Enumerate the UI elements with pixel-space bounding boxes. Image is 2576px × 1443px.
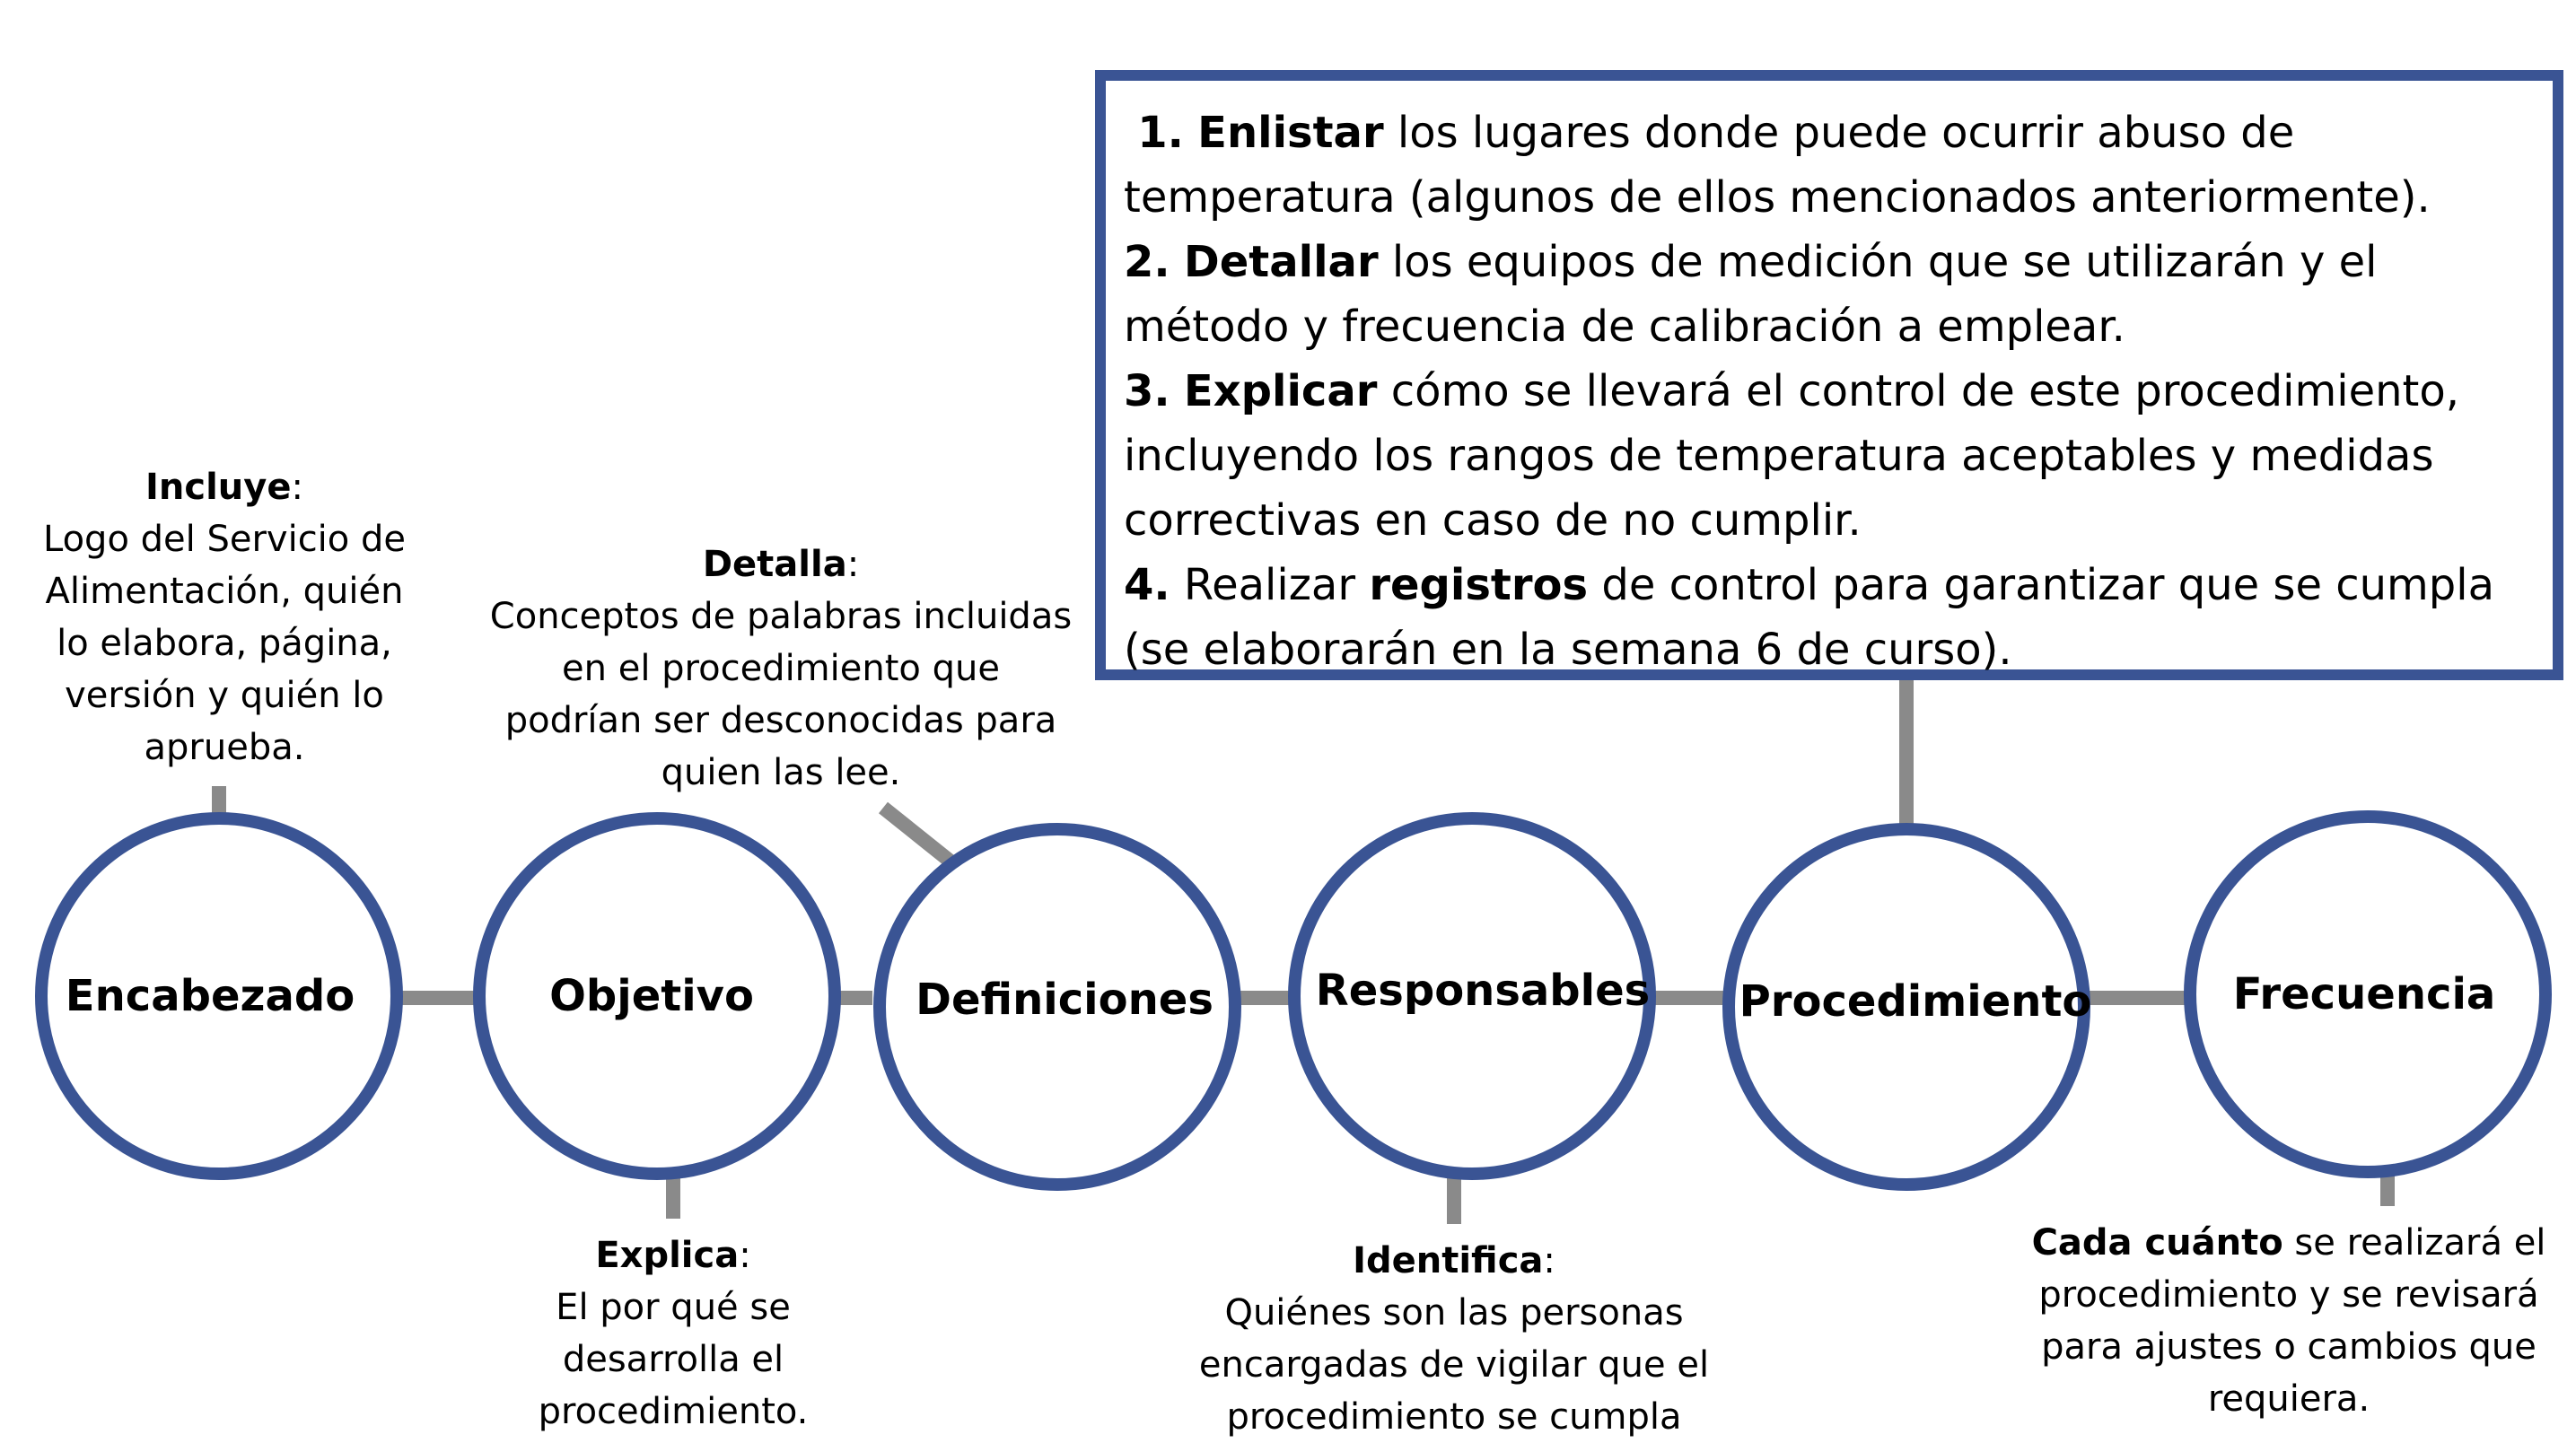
node-label-definiciones: Definiciones: [916, 975, 1214, 1025]
procedure-step-verb: Detallar: [1183, 237, 1379, 287]
note-objetivo-line: procedimiento.: [538, 1391, 809, 1432]
note-definiciones-heading: [485, 538, 1077, 590]
note-encabezado-lead-suffix: :: [291, 467, 303, 508]
note-frecuencia-line: requiera.: [2207, 1378, 2370, 1420]
node-label-encabezado: Encabezado: [65, 971, 355, 1021]
note-frecuencia-line: para ajustes o cambios que: [2041, 1326, 2537, 1368]
note-encabezado-line: versión y quién lo: [65, 675, 384, 716]
note-objetivo-heading: [467, 1229, 880, 1281]
node-label-objetivo: Objetivo: [549, 971, 754, 1021]
note-responsables-line: encargadas de vigilar que el: [1198, 1344, 1710, 1386]
note-encabezado-line: Logo del Servicio de: [43, 519, 406, 560]
procedure-steps-box: [1095, 70, 2563, 680]
node-label-responsables: Responsables: [1315, 966, 1651, 1016]
procedure-step-pre: Realizar: [1170, 560, 1370, 610]
note-frecuencia: [2002, 1217, 2576, 1425]
procedure-step-verb: Enlistar: [1197, 108, 1384, 158]
note-definiciones-line: Conceptos de palabras incluidas: [489, 596, 1073, 637]
procedure-step-number: 1.: [1137, 108, 1184, 158]
note-definiciones-lead: Detalla: [702, 544, 847, 585]
note-encabezado-line: aprueba.: [144, 727, 305, 768]
procedure-step-number: 3.: [1124, 366, 1170, 416]
note-encabezado-line: Alimentación, quién: [45, 571, 404, 612]
note-definiciones-line: podrían ser desconocidas para: [504, 700, 1057, 741]
procedure-step-verb: Explicar: [1183, 366, 1378, 416]
procedure-step: [1124, 230, 2535, 359]
note-objetivo-line: El por qué se: [556, 1287, 791, 1328]
procedure-step-text: cómo se llevará el control de este procedimiento, incluyendo los rangos de temperatura aceptables y medidas correctivas en caso de no cumplir.: [1124, 366, 2459, 546]
note-responsables-lead: Identifica: [1353, 1240, 1544, 1281]
note-frecuencia-lead-suffix: se realizará el: [2282, 1222, 2546, 1264]
procedure-step: [1124, 101, 2535, 230]
procedure-step-number: 2.: [1124, 237, 1170, 287]
note-encabezado-heading: [18, 461, 431, 513]
note-responsables-heading: [1158, 1235, 1750, 1287]
note-encabezado-lead: Incluye: [145, 467, 292, 508]
procedure-step: [1124, 553, 2535, 682]
procedure-step-verb: registros: [1369, 560, 1589, 610]
procedure-step: [1124, 359, 2535, 553]
note-frecuencia-lead: Cada cuánto: [2031, 1222, 2283, 1264]
procedure-step-number: 4.: [1124, 560, 1170, 610]
note-definiciones-lead-suffix: :: [846, 544, 860, 585]
note-responsables: [1158, 1235, 1750, 1443]
note-objetivo: [467, 1229, 880, 1438]
note-responsables-lead-suffix: :: [1543, 1240, 1555, 1281]
note-definiciones-line: en el procedimiento que: [562, 648, 1000, 689]
note-frecuencia-heading: [2002, 1217, 2576, 1269]
note-frecuencia-line: procedimiento y se revisará: [2038, 1274, 2539, 1316]
note-definiciones: [485, 538, 1077, 799]
note-encabezado-line: lo elabora, página,: [57, 623, 392, 664]
node-label-frecuencia: Frecuencia: [2232, 969, 2496, 1019]
procedure-step-text: los lugares donde puede ocurrir abuso de temperatura (algunos de ellos mencionados anteriormente).: [1124, 108, 2431, 223]
note-responsables-line: procedimiento se cumpla: [1226, 1396, 1682, 1438]
note-definiciones-line: quien las lee.: [661, 752, 901, 793]
node-label-procedimiento: Procedimiento: [1739, 976, 2092, 1027]
note-objetivo-lead-suffix: :: [739, 1235, 751, 1276]
note-responsables-line: Quiénes son las personas: [1224, 1292, 1684, 1334]
procedure-step-text: de control para garantizar que se cumpla (se elaborarán en la semana 6 de curso).: [1124, 560, 2495, 675]
procedure-step-text: los equipos de medición que se utilizarán y el método y frecuencia de calibración a emplear.: [1124, 237, 2378, 352]
note-objetivo-lead: Explica: [595, 1235, 740, 1276]
note-encabezado: [18, 461, 431, 774]
note-objetivo-line: desarrolla el: [562, 1339, 784, 1380]
